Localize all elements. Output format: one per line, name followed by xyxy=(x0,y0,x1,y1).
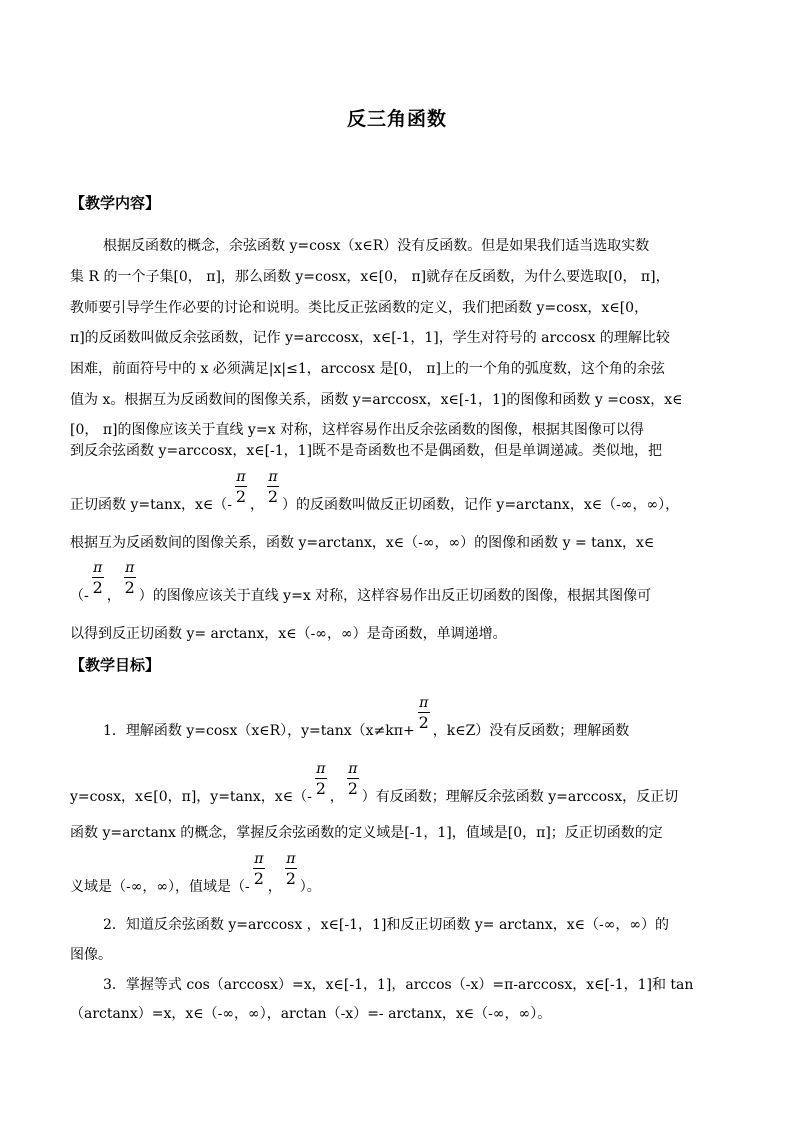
text-segment: ）的图像应该关于直线 y=x 对称，这样容易作出反正切函数的图像，根据其图像可 xyxy=(138,588,652,604)
goal-line-6: 图像。 xyxy=(70,947,112,963)
fraction-denominator: 2 xyxy=(235,487,247,506)
content-line-8: 到反余弦函数 y=arccosx，x∈[-1，1]既不是奇函数也不是偶函数，但是单调递减。类似地，把 xyxy=(70,443,663,459)
text-segment: ，k∈Z）没有反函数；理解函数 xyxy=(432,723,630,739)
fraction-numerator: π xyxy=(254,851,264,867)
fraction-numerator: π xyxy=(268,469,278,485)
content-line-6: 值为 x。根据互为反函数间的图像关系，函数 y=arccosx，x∈[-1，1]的图像和函数 y =cosx，x∈ xyxy=(70,392,683,408)
fraction-numerator: π xyxy=(125,560,135,576)
text-segment: ， xyxy=(106,588,121,604)
content-line-11 xyxy=(70,560,652,605)
pi-over-2-fraction xyxy=(416,695,432,735)
text-segment: 1．理解函数 y=cosx（x∈R），y=tanx（x≠kπ+ xyxy=(103,723,415,739)
content-line-1: 根据反函数的概念，余弦函数 y=cosx（x∈R）没有反函数。但是如果我们适当选取实数 xyxy=(103,238,650,254)
text-segment: ， xyxy=(329,789,344,805)
text-segment: ）。 xyxy=(299,879,321,895)
goal-line-7: 3．掌握等式 cos（arccosx）=x，x∈[-1，1]，arccos（-x）=π-arccosx，x∈[-1，1]和 tan xyxy=(103,977,694,993)
goal-line-1 xyxy=(103,695,630,740)
pi-over-2-fraction xyxy=(233,469,249,509)
fraction-denominator: 2 xyxy=(285,869,296,888)
goal-line-2 xyxy=(70,761,679,806)
text-segment: ）的反函数叫做反正切函数，记作 y=arctanx，x∈（-∞，∞）， xyxy=(281,497,680,513)
fraction-denominator: 2 xyxy=(92,578,103,597)
fraction-numerator: π xyxy=(419,695,429,711)
pi-over-2-fraction xyxy=(90,560,106,600)
fraction-numerator: π xyxy=(286,851,296,867)
content-line-3: 教师要引导学生作必要的讨论和说明。类比反正弦函数的定义，我们把函数 y=cosx，x∈[0， xyxy=(70,300,649,316)
goal-line-3: 函数 y=arctanx 的概念，掌握反余弦函数的定义域是[-1，1]，值域是[0，π]；反正切函数的定 xyxy=(70,825,663,841)
text-segment: ， xyxy=(267,879,282,895)
pi-over-2-fraction xyxy=(251,851,267,891)
content-line-4: π]的反函数叫做反余弦函数，记作 y=arccosx，x∈[-1，1]，学生对符号的 arccosx 的理解比较 xyxy=(70,330,670,346)
text-segment: y=cosx，x∈[0，π]，y=tanx，x∈（- xyxy=(70,789,312,805)
pi-over-2-fraction xyxy=(283,851,299,891)
content-line-9 xyxy=(70,469,680,514)
section-heading-goals: 【教学目标】 xyxy=(70,656,161,674)
text-segment: ， xyxy=(249,497,264,513)
fraction-denominator: 2 xyxy=(253,869,264,888)
page-title: 反三角函数 xyxy=(346,108,447,130)
fraction-denominator: 2 xyxy=(267,487,279,506)
text-segment: 义域是（-∞，∞），值域是（- xyxy=(70,879,250,895)
pi-over-2-fraction xyxy=(313,761,329,801)
content-line-2: 集 R 的一个子集[0， π]，那么函数 y=cosx，x∈[0， π]就存在反函数，为什么要选取[0， π]， xyxy=(70,269,670,285)
text-segment: （- xyxy=(70,588,89,604)
goal-line-8: （arctanx）=x，x∈（-∞，∞），arctan（-x）=- arctanx，x∈（-∞，∞）。 xyxy=(70,1006,552,1022)
text-segment: 正切函数 y=tanx，x∈（- xyxy=(70,497,232,513)
fraction-denominator: 2 xyxy=(315,779,326,798)
pi-over-2-fraction xyxy=(122,560,138,600)
fraction-denominator: 2 xyxy=(418,713,429,732)
goal-line-5: 2．知道反余弦函数 y=arccosx ，x∈[-1，1]和反正切函数 y= arctanx，x∈（-∞，∞）的 xyxy=(103,917,670,933)
fraction-numerator: π xyxy=(316,761,326,777)
text-segment: ）有反函数；理解反余弦函数 y=arccosx，反正切 xyxy=(361,789,679,805)
content-line-12: 以得到反正切函数 y= arctanx，x∈（-∞，∞）是奇函数，单调递增。 xyxy=(70,626,507,642)
pi-over-2-fraction xyxy=(265,469,281,509)
fraction-denominator: 2 xyxy=(124,578,135,597)
fraction-numerator: π xyxy=(348,761,358,777)
goal-line-4 xyxy=(70,851,321,896)
fraction-numerator: π xyxy=(236,469,246,485)
pi-over-2-fraction xyxy=(345,761,361,801)
content-line-5: 困难，前面符号中的 x 必须满足|x|≤1，arccosx 是[0， π]上的一个角的弧度数，这个角的余弦 xyxy=(70,361,665,377)
fraction-denominator: 2 xyxy=(347,779,358,798)
section-heading-content: 【教学内容】 xyxy=(70,194,161,212)
fraction-numerator: π xyxy=(93,560,103,576)
content-line-10: 根据互为反函数间的图像关系，函数 y=arctanx，x∈（-∞，∞）的图像和函数 y = tanx，x∈ xyxy=(70,535,655,551)
content-line-7: [0， π]的图像应该关于直线 y=x 对称，这样容易作出反余弦函数的图像，根据其图像可以得 xyxy=(70,422,644,438)
